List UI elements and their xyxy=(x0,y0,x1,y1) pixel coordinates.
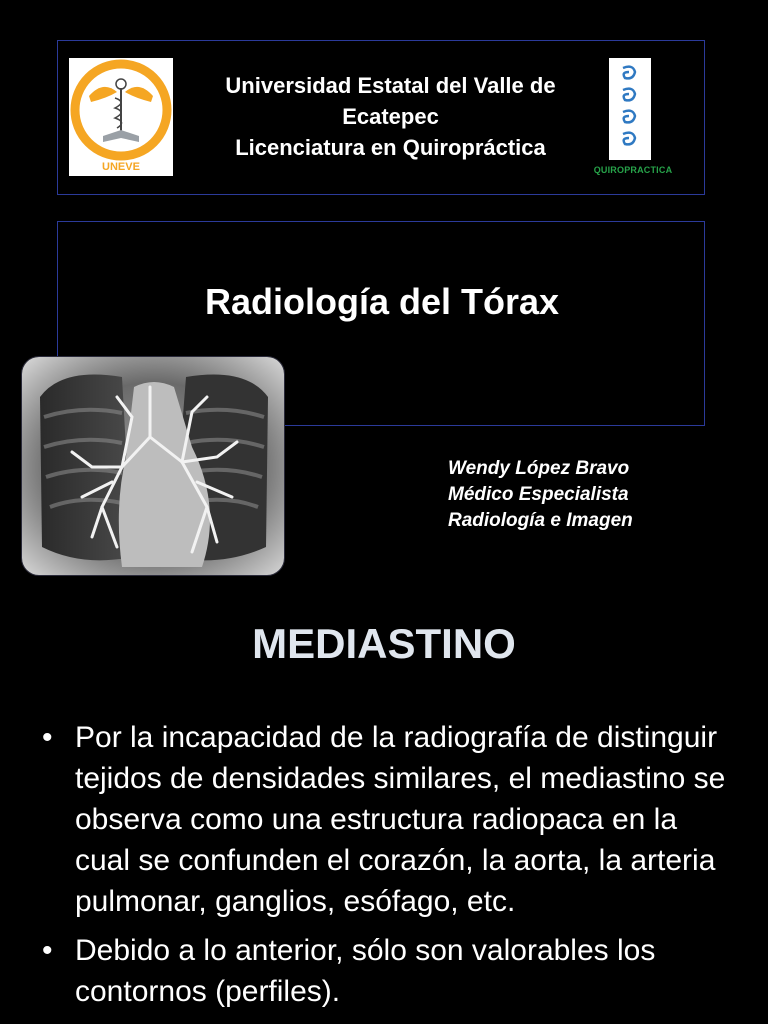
list-item xyxy=(40,717,730,922)
chiropractic-logo xyxy=(609,58,651,160)
program-name: Licenciatura en Quiropráctica xyxy=(235,135,546,160)
chest-xray-image xyxy=(21,356,285,576)
header-box xyxy=(57,40,705,195)
university-logo xyxy=(69,58,173,176)
author-role: Médico Especialista xyxy=(448,484,629,505)
section-title: MEDIASTINO xyxy=(252,620,516,667)
list-item xyxy=(40,930,730,1012)
author-specialty: Radiología e Imagen xyxy=(448,510,633,531)
bullet-list xyxy=(40,717,730,1020)
institution-name xyxy=(188,70,593,163)
bullet-icon: • xyxy=(42,721,53,754)
bullet-text-2: Debido a lo anterior, sólo son valorables los contornos (perfiles). xyxy=(75,934,656,1008)
institution-line-1: Universidad Estatal del Valle de xyxy=(225,73,556,98)
bullet-icon: • xyxy=(42,934,53,967)
institution-line-2: Ecatepec xyxy=(342,104,439,129)
author-block xyxy=(448,456,633,534)
bullet-text-1: Por la incapacidad de la radiografía de distinguir tejidos de densidades similares, el mediastino se observa como una estructura radiopaca en la cual se confunden el corazón, la aorta, la arteria pulmonar, ganglios, esófago, etc. xyxy=(75,721,726,918)
presentation-title: Radiología del Tórax xyxy=(204,281,560,322)
chiropractic-logo-caption: QUIROPRACTICA xyxy=(593,165,673,175)
university-logo-text: UNEVE xyxy=(102,161,140,173)
author-name: Wendy López Bravo xyxy=(448,458,630,479)
